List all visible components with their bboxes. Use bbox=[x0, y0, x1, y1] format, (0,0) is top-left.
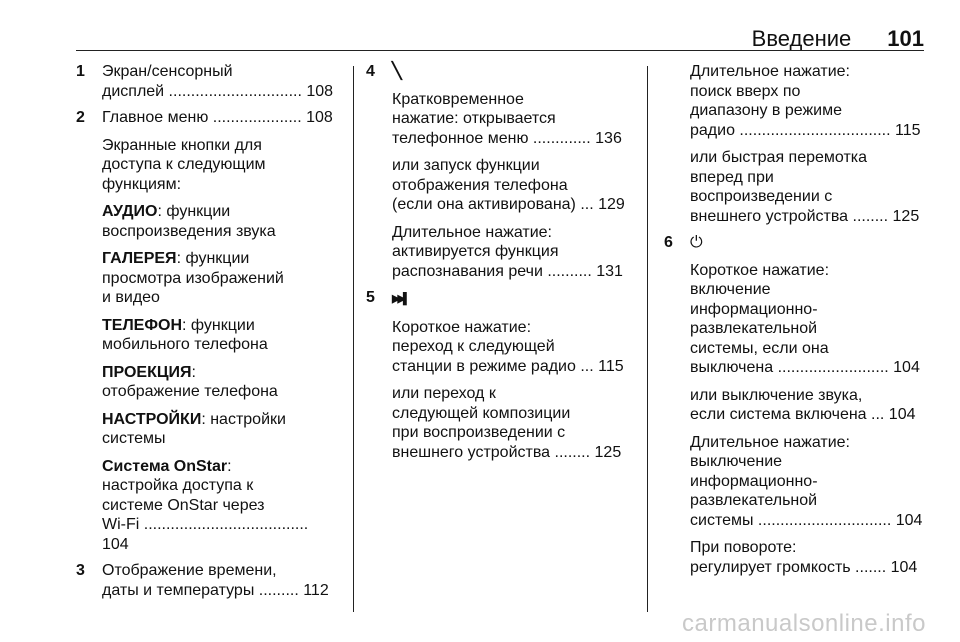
text-line: или переход к bbox=[392, 385, 496, 402]
paragraph bbox=[392, 223, 632, 282]
power-icon: ⏻ bbox=[690, 234, 703, 251]
text-line: выключена ......................... 104 bbox=[690, 359, 920, 376]
paragraph bbox=[392, 90, 632, 149]
list-item bbox=[76, 62, 338, 101]
paragraph bbox=[690, 386, 926, 425]
paragraph bbox=[690, 261, 926, 378]
text-line: или выключение звука, bbox=[690, 386, 863, 404]
text-line: выключение bbox=[690, 453, 783, 470]
paragraph bbox=[102, 457, 338, 555]
text-line: если система включена ... 104 bbox=[690, 406, 916, 423]
text-line: переход к следующей bbox=[392, 338, 555, 355]
item-number: 5 bbox=[366, 289, 375, 306]
column-1 bbox=[76, 62, 338, 607]
list-item bbox=[664, 233, 926, 577]
text-line: отображения телефона bbox=[392, 176, 568, 194]
list-item bbox=[366, 62, 632, 281]
text-line: активируется функция bbox=[392, 243, 559, 260]
text-line: вперед при bbox=[690, 168, 774, 186]
text-line: Экран/сенсорный bbox=[102, 63, 233, 80]
item-number: 3 bbox=[76, 562, 85, 579]
text-line: Длительное нажатие: bbox=[392, 223, 552, 241]
text-line: просмотра изображений bbox=[102, 269, 284, 287]
text: : функции bbox=[157, 203, 231, 220]
page-header bbox=[76, 22, 924, 52]
text-line: нажатие: открывается bbox=[392, 110, 556, 127]
column-divider bbox=[647, 66, 648, 612]
paragraph bbox=[392, 318, 632, 377]
text-line: диапазону в режиме bbox=[690, 102, 842, 119]
term: ТЕЛЕФОН bbox=[102, 316, 182, 334]
text-line: При повороте: bbox=[690, 539, 797, 556]
list-item-continued bbox=[664, 62, 926, 226]
paragraph bbox=[102, 249, 338, 308]
text: : bbox=[191, 363, 196, 381]
paragraph bbox=[690, 433, 926, 531]
term: АУДИО bbox=[102, 203, 158, 220]
paragraph bbox=[392, 156, 632, 215]
paragraph bbox=[102, 136, 338, 195]
text-line: внешнего устройства ........ 125 bbox=[690, 207, 920, 225]
text: : функции bbox=[182, 316, 255, 334]
paragraph bbox=[102, 410, 338, 449]
paragraph bbox=[102, 316, 338, 355]
paragraph bbox=[690, 538, 926, 577]
term: ПРОЕКЦИЯ bbox=[102, 363, 192, 381]
watermark: carmanualsonline.info bbox=[682, 610, 926, 637]
text-line: отображение телефона bbox=[102, 383, 278, 400]
text-line: системы bbox=[102, 430, 166, 447]
text: : функции bbox=[176, 250, 250, 267]
text-line: и видео bbox=[102, 289, 160, 306]
text-line: развлекательной bbox=[690, 320, 818, 337]
page-number: 101 bbox=[887, 26, 924, 51]
text-line: регулирует громкость ....... 104 bbox=[690, 558, 918, 576]
text-line: информационно- bbox=[690, 300, 818, 318]
column-divider bbox=[353, 66, 354, 612]
text-line: включение bbox=[690, 281, 771, 298]
term: ГАЛЕРЕЯ bbox=[102, 250, 177, 267]
text-line: Экранные кнопки для bbox=[102, 136, 262, 154]
text-line: Отображение времени, bbox=[102, 562, 277, 579]
text-line: воспроизведения звука bbox=[102, 222, 276, 240]
item-number: 2 bbox=[76, 109, 85, 126]
paragraph bbox=[392, 384, 632, 462]
next-track-icon: ▶▶▌ bbox=[392, 293, 408, 305]
text-line: мобильного телефона bbox=[102, 336, 268, 353]
text-line: внешнего устройства ........ 125 bbox=[392, 443, 622, 461]
item-number: 1 bbox=[76, 63, 85, 80]
text-line: развлекательной bbox=[690, 492, 818, 509]
text-line: Главное меню .................... 108 bbox=[102, 109, 333, 126]
text: : настройки bbox=[201, 410, 286, 428]
term: Система OnStar bbox=[102, 457, 228, 475]
text-line: Короткое нажатие: bbox=[392, 318, 532, 336]
text-line: даты и температуры ......... 112 bbox=[102, 581, 329, 599]
list-item bbox=[76, 561, 338, 600]
section-title: Введение bbox=[751, 26, 852, 51]
text-line: системы .............................. 104 bbox=[690, 511, 923, 529]
text-line: настройка доступа к bbox=[102, 477, 254, 494]
text-line: Короткое нажатие: bbox=[690, 261, 830, 279]
column-3 bbox=[664, 62, 926, 584]
paragraph bbox=[690, 148, 926, 226]
text-line: станции в режиме радио ... 115 bbox=[392, 357, 624, 375]
text: : bbox=[227, 457, 232, 475]
text-line: Длительное нажатие: bbox=[690, 433, 850, 451]
text-line: радио .................................. 115 bbox=[690, 121, 921, 139]
list-item bbox=[366, 288, 632, 462]
term: НАСТРОЙКИ bbox=[102, 410, 202, 428]
column-2 bbox=[366, 62, 632, 469]
text-line: распознавания речи .......... 131 bbox=[392, 262, 623, 280]
text-line: при воспроизведении с bbox=[392, 424, 566, 441]
text-line: поиск вверх по bbox=[690, 82, 801, 100]
text-line: Длительное нажатие: bbox=[690, 63, 850, 80]
text-line: информационно- bbox=[690, 472, 818, 490]
item-text bbox=[102, 62, 338, 101]
text-line: дисплей .............................. 108 bbox=[102, 82, 334, 100]
text-line: или быстрая перемотка bbox=[690, 149, 868, 166]
text-line: системы, если она bbox=[690, 339, 829, 357]
list-item bbox=[76, 108, 338, 554]
paragraph bbox=[102, 363, 338, 402]
text-line: телефонное меню ............. 136 bbox=[392, 129, 622, 147]
item-number: 6 bbox=[664, 234, 673, 251]
text-line: (если она активирована) ... 129 bbox=[392, 196, 625, 213]
header-rule bbox=[76, 50, 924, 51]
text-line: Кратковременное bbox=[392, 90, 524, 108]
paragraph bbox=[102, 202, 338, 241]
text-line: воспроизведении с bbox=[690, 188, 833, 205]
text-line: следующей композиции bbox=[392, 404, 571, 422]
paragraph bbox=[690, 62, 926, 140]
text-line: функциям: bbox=[102, 175, 182, 193]
text-line: доступа к следующим bbox=[102, 156, 266, 173]
phone-handset-icon: ╲ bbox=[392, 63, 402, 80]
text-line: или запуск функции bbox=[392, 157, 540, 174]
text-line: Wi-Fi ..................................... 104 bbox=[102, 516, 309, 553]
item-number: 4 bbox=[366, 63, 375, 80]
text-line: системе OnStar через bbox=[102, 496, 265, 514]
